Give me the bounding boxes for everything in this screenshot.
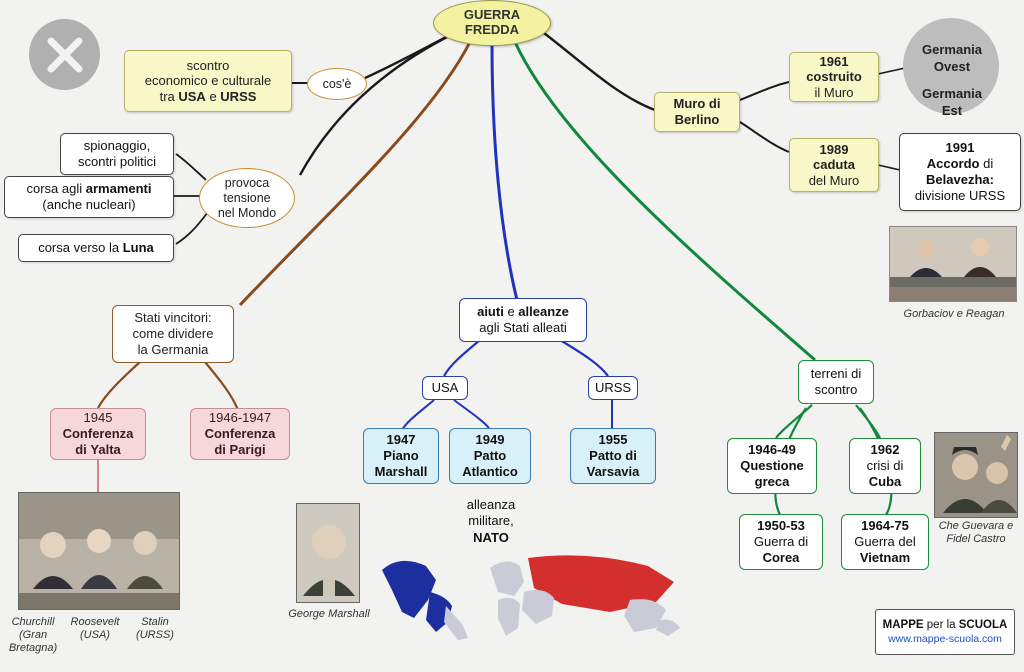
- node-urss-label: URSS: [594, 379, 632, 395]
- caption-stalin: Stalin (URSS): [136, 616, 174, 642]
- photo-gorbaciov-reagan: [889, 226, 1017, 302]
- caption-gorbaciov-reagan: Gorbaciov e Reagan: [903, 308, 1005, 320]
- node-guerra-fredda[interactable]: [433, 0, 551, 46]
- node-atlantico-label: 1949 Patto Atlantico: [462, 431, 518, 480]
- photo-george-marshall: [296, 503, 360, 603]
- node-cose-label: cos'è: [322, 76, 352, 91]
- brand-line2: www.mappe-scuola.com: [888, 632, 1002, 645]
- node-1991-label: 1991 Accordo di Belavezha: divisione URSS: [914, 139, 1006, 204]
- node-terreni-label: terreni di scontro: [810, 365, 862, 397]
- brand-line1: MAPPE per la SCUOLA: [882, 618, 1008, 631]
- node-conferenza-parigi[interactable]: [190, 408, 290, 460]
- node-luna[interactable]: [18, 234, 174, 262]
- photo-yalta-conference: [18, 492, 180, 610]
- node-1989-caduta[interactable]: [789, 138, 879, 192]
- node-patto-atlantico[interactable]: [449, 428, 531, 484]
- node-cuba-label: 1962 crisi di Cuba: [866, 441, 904, 490]
- text-nato: alleanza militare, NATO: [466, 497, 516, 545]
- node-usa-label: USA: [431, 379, 459, 395]
- node-provoca-tensione[interactable]: [199, 168, 295, 228]
- node-aiuti-label: aiuti e alleanze agli Stati alleati: [477, 303, 569, 335]
- label-germania-ovest: Germania Ovest: [922, 42, 982, 74]
- node-stati-vincitori[interactable]: [112, 305, 234, 363]
- caption-roosevelt: Roosevelt (USA): [70, 616, 120, 642]
- photo-che-castro: [934, 432, 1018, 518]
- close-button[interactable]: [29, 19, 100, 90]
- node-patto-varsavia[interactable]: [570, 428, 656, 484]
- node-muro-berlino[interactable]: [654, 92, 740, 132]
- node-urss[interactable]: [588, 376, 638, 400]
- node-grecia-label: 1946-49 Questione greca: [740, 441, 804, 490]
- node-marshall-label: 1947 Piano Marshall: [374, 431, 428, 480]
- node-1961-label: 1961 costruito il Muro: [806, 53, 862, 100]
- node-provoca-label: provoca tensione nel Mondo: [217, 175, 277, 220]
- node-varsavia-label: 1955 Patto di Varsavia: [586, 431, 640, 480]
- close-icon: [43, 33, 87, 77]
- node-aiuti-alleanze[interactable]: [459, 298, 587, 342]
- node-scontro-economico[interactable]: [124, 50, 292, 112]
- node-terreni-scontro[interactable]: [798, 360, 874, 404]
- node-luna-label: corsa verso la Luna: [38, 239, 154, 255]
- node-armamenti-label: corsa agli armamenti (anche nucleari): [26, 180, 152, 212]
- node-1991-belavezha[interactable]: [899, 133, 1021, 211]
- node-corea-label: 1950-53 Guerra di Corea: [753, 517, 809, 566]
- node-crisi-cuba[interactable]: [849, 438, 921, 494]
- node-armamenti[interactable]: [4, 176, 174, 218]
- node-parigi-label: 1946-1947 Conferenza di Parigi: [204, 409, 276, 458]
- caption-george-marshall: George Marshall: [288, 608, 370, 620]
- node-yalta-label: 1945 Conferenza di Yalta: [62, 409, 134, 458]
- node-stati-vincitori-label: Stati vincitori: come dividere la Germania: [132, 309, 214, 358]
- node-guerra-corea[interactable]: [739, 514, 823, 570]
- brand-footer[interactable]: [875, 609, 1015, 655]
- node-guerra-fredda-label: GUERRA FREDDA: [463, 7, 521, 37]
- node-questione-greca[interactable]: [727, 438, 817, 494]
- node-vietnam-label: 1964-75 Guerra del Vietnam: [854, 517, 916, 566]
- node-1961-costruito[interactable]: [789, 52, 879, 102]
- world-map-graphic: [378, 548, 688, 640]
- node-cose[interactable]: [307, 68, 367, 100]
- caption-churchill: Churchill (Gran Bretagna): [8, 616, 58, 655]
- node-1989-label: 1989 caduta del Muro: [808, 141, 860, 188]
- node-spionaggio[interactable]: [60, 133, 174, 175]
- node-conferenza-yalta[interactable]: [50, 408, 146, 460]
- node-spionaggio-label: spionaggio, scontri politici: [77, 137, 157, 169]
- label-germania-est: Germania Est: [922, 86, 982, 118]
- node-guerra-vietnam[interactable]: [841, 514, 929, 570]
- caption-che-castro: Che Guevara e Fidel Castro: [938, 520, 1014, 546]
- node-piano-marshall[interactable]: [363, 428, 439, 484]
- node-scontro-label: scontro economico e culturale tra USA e URSS: [144, 57, 272, 104]
- node-usa[interactable]: [422, 376, 468, 400]
- node-muro-label: Muro di Berlino: [673, 96, 721, 127]
